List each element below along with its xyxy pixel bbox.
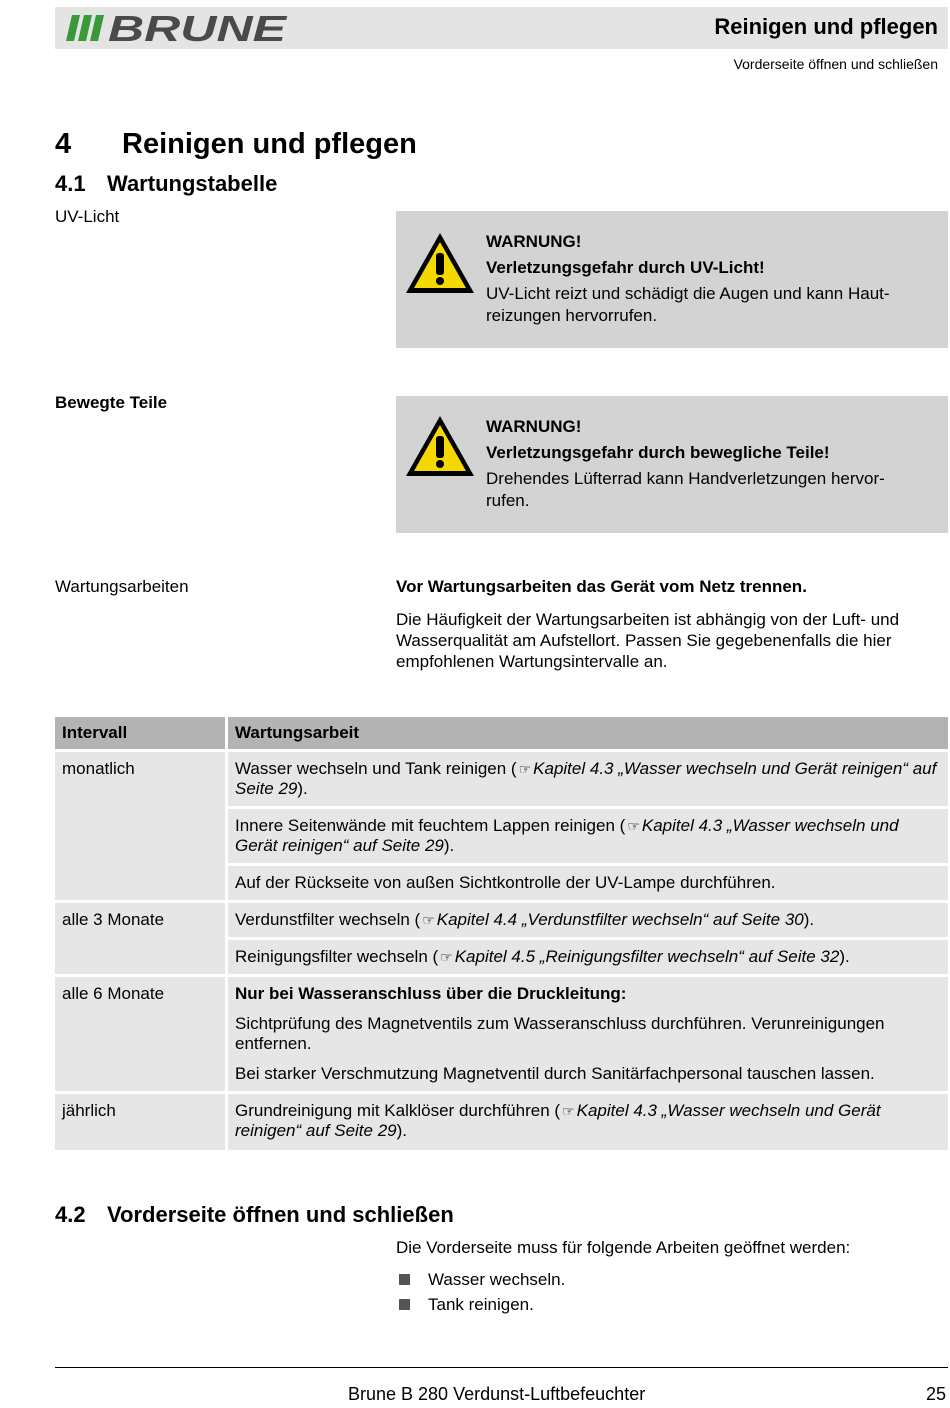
task-bullet-list xyxy=(396,1270,565,1320)
task-list xyxy=(228,752,948,900)
header-title: Reinigen und pflegen xyxy=(714,14,938,39)
section-number: 4.2 xyxy=(55,1202,86,1227)
hand-pointer-icon: ☞ xyxy=(518,761,532,777)
chapter-link[interactable]: Kapitel 4.5 „Reinigungsfilter wechseln“ auf Seite 32 xyxy=(454,947,840,966)
interval-cell: monatlich xyxy=(55,752,225,900)
task-paragraph: Bei starker Verschmutzung Magnetventil durch Sanitärfachpersonal tauschen lassen. xyxy=(235,1064,875,1083)
maintenance-paragraph: Die Häufigkeit der Wartungsarbeiten ist abhängig von der Luft- und Wasserqualität am Aufstellort. Passen Sie gegebenenfalls die hier empfohlenen Wartungsintervalle an. xyxy=(396,610,900,671)
chapter-title xyxy=(55,128,417,161)
task-cell: Reinigungsfilter wechseln ( ☞ Kapitel 4.5 „Reinigungsfilter wechseln“ auf Seite 32). xyxy=(228,940,948,974)
warning-box-uv xyxy=(396,211,948,348)
hand-pointer-icon: ☞ xyxy=(627,818,640,834)
task-cell xyxy=(228,977,948,1091)
footer-divider xyxy=(55,1367,948,1368)
hand-pointer-icon: ☞ xyxy=(562,1103,575,1119)
list-item: Wasser wechseln. xyxy=(396,1270,565,1295)
hand-pointer-icon: ☞ xyxy=(440,949,453,965)
list-item: Tank reinigen. xyxy=(396,1295,565,1320)
warning-text-line: Drehendes Lüfterrad kann Handverletzungen hervor- xyxy=(486,469,885,488)
chapter-link[interactable]: Kapitel 4.4 „Verdunstfilter wechseln“ auf Seite 30 xyxy=(436,910,804,929)
task-paragraph: Sichtprüfung des Magnetventils zum Wasseranschluss durchführen. Verunreinigungen entfernen. xyxy=(235,1014,885,1053)
uv-light-label: UV-Licht xyxy=(55,207,120,226)
section-title-4-1 xyxy=(55,171,277,197)
interval-cell: alle 3 Monate xyxy=(55,903,225,974)
interval-cell: jährlich xyxy=(55,1094,225,1150)
maintenance-table xyxy=(55,717,948,1150)
section-title-text: Wartungstabelle xyxy=(107,171,278,196)
task-list xyxy=(228,903,948,974)
warning-box-moving-parts xyxy=(396,396,948,533)
chapter-title-text: Reinigen und pflegen xyxy=(122,128,417,160)
square-bullet-icon xyxy=(399,1299,410,1310)
warning-text-line: reizungen hervorrufen. xyxy=(486,306,658,325)
chapter-link[interactable]: Kapitel 4.3 „Wasser wechseln und Gerät reinigen“ auf Seite 29 xyxy=(235,816,899,855)
section-number: 4.1 xyxy=(55,171,86,196)
task-heading: Nur bei Wasseranschluss über die Druckleitung: xyxy=(235,984,627,1003)
maintenance-instruction: Vor Wartungsarbeiten das Gerät vom Netz trennen. xyxy=(396,577,807,596)
task-cell: Grundreinigung mit Kalklöser durchführen ( ☞ Kapitel 4.3 „Wasser wechseln und Gerät reinigen“ auf Seite 29). xyxy=(228,1094,948,1150)
table-header-task: Wartungsarbeit xyxy=(228,717,948,749)
footer-document-title: Brune B 280 Verdunst-Luftbefeuchter xyxy=(348,1384,646,1404)
interval-cell: alle 6 Monate xyxy=(55,977,225,1091)
warning-text-line: UV-Licht reizt und schädigt die Augen und kann Haut- xyxy=(486,284,890,303)
warning-headline: Verletzungsgefahr durch UV-Licht! xyxy=(486,258,765,277)
warning-text-line: rufen. xyxy=(486,491,530,510)
task-cell: Wasser wechseln und Tank reinigen ( ☞ Kapitel 4.3 „Wasser wechseln und Gerät reinigen“ auf Seite 29). xyxy=(228,752,948,806)
warning-headline: Verletzungsgefahr durch bewegliche Teile! xyxy=(486,443,830,462)
warning-signal: WARNUNG! xyxy=(486,232,582,251)
warning-signal: WARNUNG! xyxy=(486,417,582,436)
warning-triangle-icon xyxy=(404,231,476,295)
hand-pointer-icon: ☞ xyxy=(422,912,435,928)
page-number: 25 xyxy=(925,1384,946,1404)
task-cell: Auf der Rückseite von außen Sichtkontrolle der UV-Lampe durchführen. xyxy=(228,866,948,900)
header-subtitle: Vorderseite öffnen und schließen xyxy=(733,56,938,72)
chapter-link[interactable]: Kapitel 4.3 „Wasser wechseln und Gerät reinigen“ auf Seite 29 xyxy=(235,1101,881,1140)
square-bullet-icon xyxy=(399,1274,410,1285)
section-intro: Die Vorderseite muss für folgende Arbeiten geöffnet werden: xyxy=(396,1238,851,1257)
brune-logo xyxy=(66,11,296,45)
warning-triangle-icon xyxy=(404,414,476,478)
brand-text: BRUNE xyxy=(108,11,288,45)
task-cell: Verdunstfilter wechseln ( ☞ Kapitel 4.4 „Verdunstfilter wechseln“ auf Seite 30). xyxy=(228,903,948,937)
table-header-interval: Intervall xyxy=(55,717,225,749)
chapter-link[interactable]: Kapitel 4.3 „Wasser wechseln und Gerät reinigen“ auf Seite 29 xyxy=(235,759,937,798)
section-title-text: Vorderseite öffnen und schließen xyxy=(107,1202,454,1227)
maintenance-label: Wartungsarbeiten xyxy=(55,577,189,596)
section-title-4-2 xyxy=(55,1202,454,1228)
task-cell: Innere Seitenwände mit feuchtem Lappen reinigen ( ☞ Kapitel 4.3 „Wasser wechseln und Gerät reinigen“ auf Seite 29). xyxy=(228,809,948,863)
moving-parts-label: Bewegte Teile xyxy=(55,393,168,412)
chapter-number: 4 xyxy=(55,128,72,160)
